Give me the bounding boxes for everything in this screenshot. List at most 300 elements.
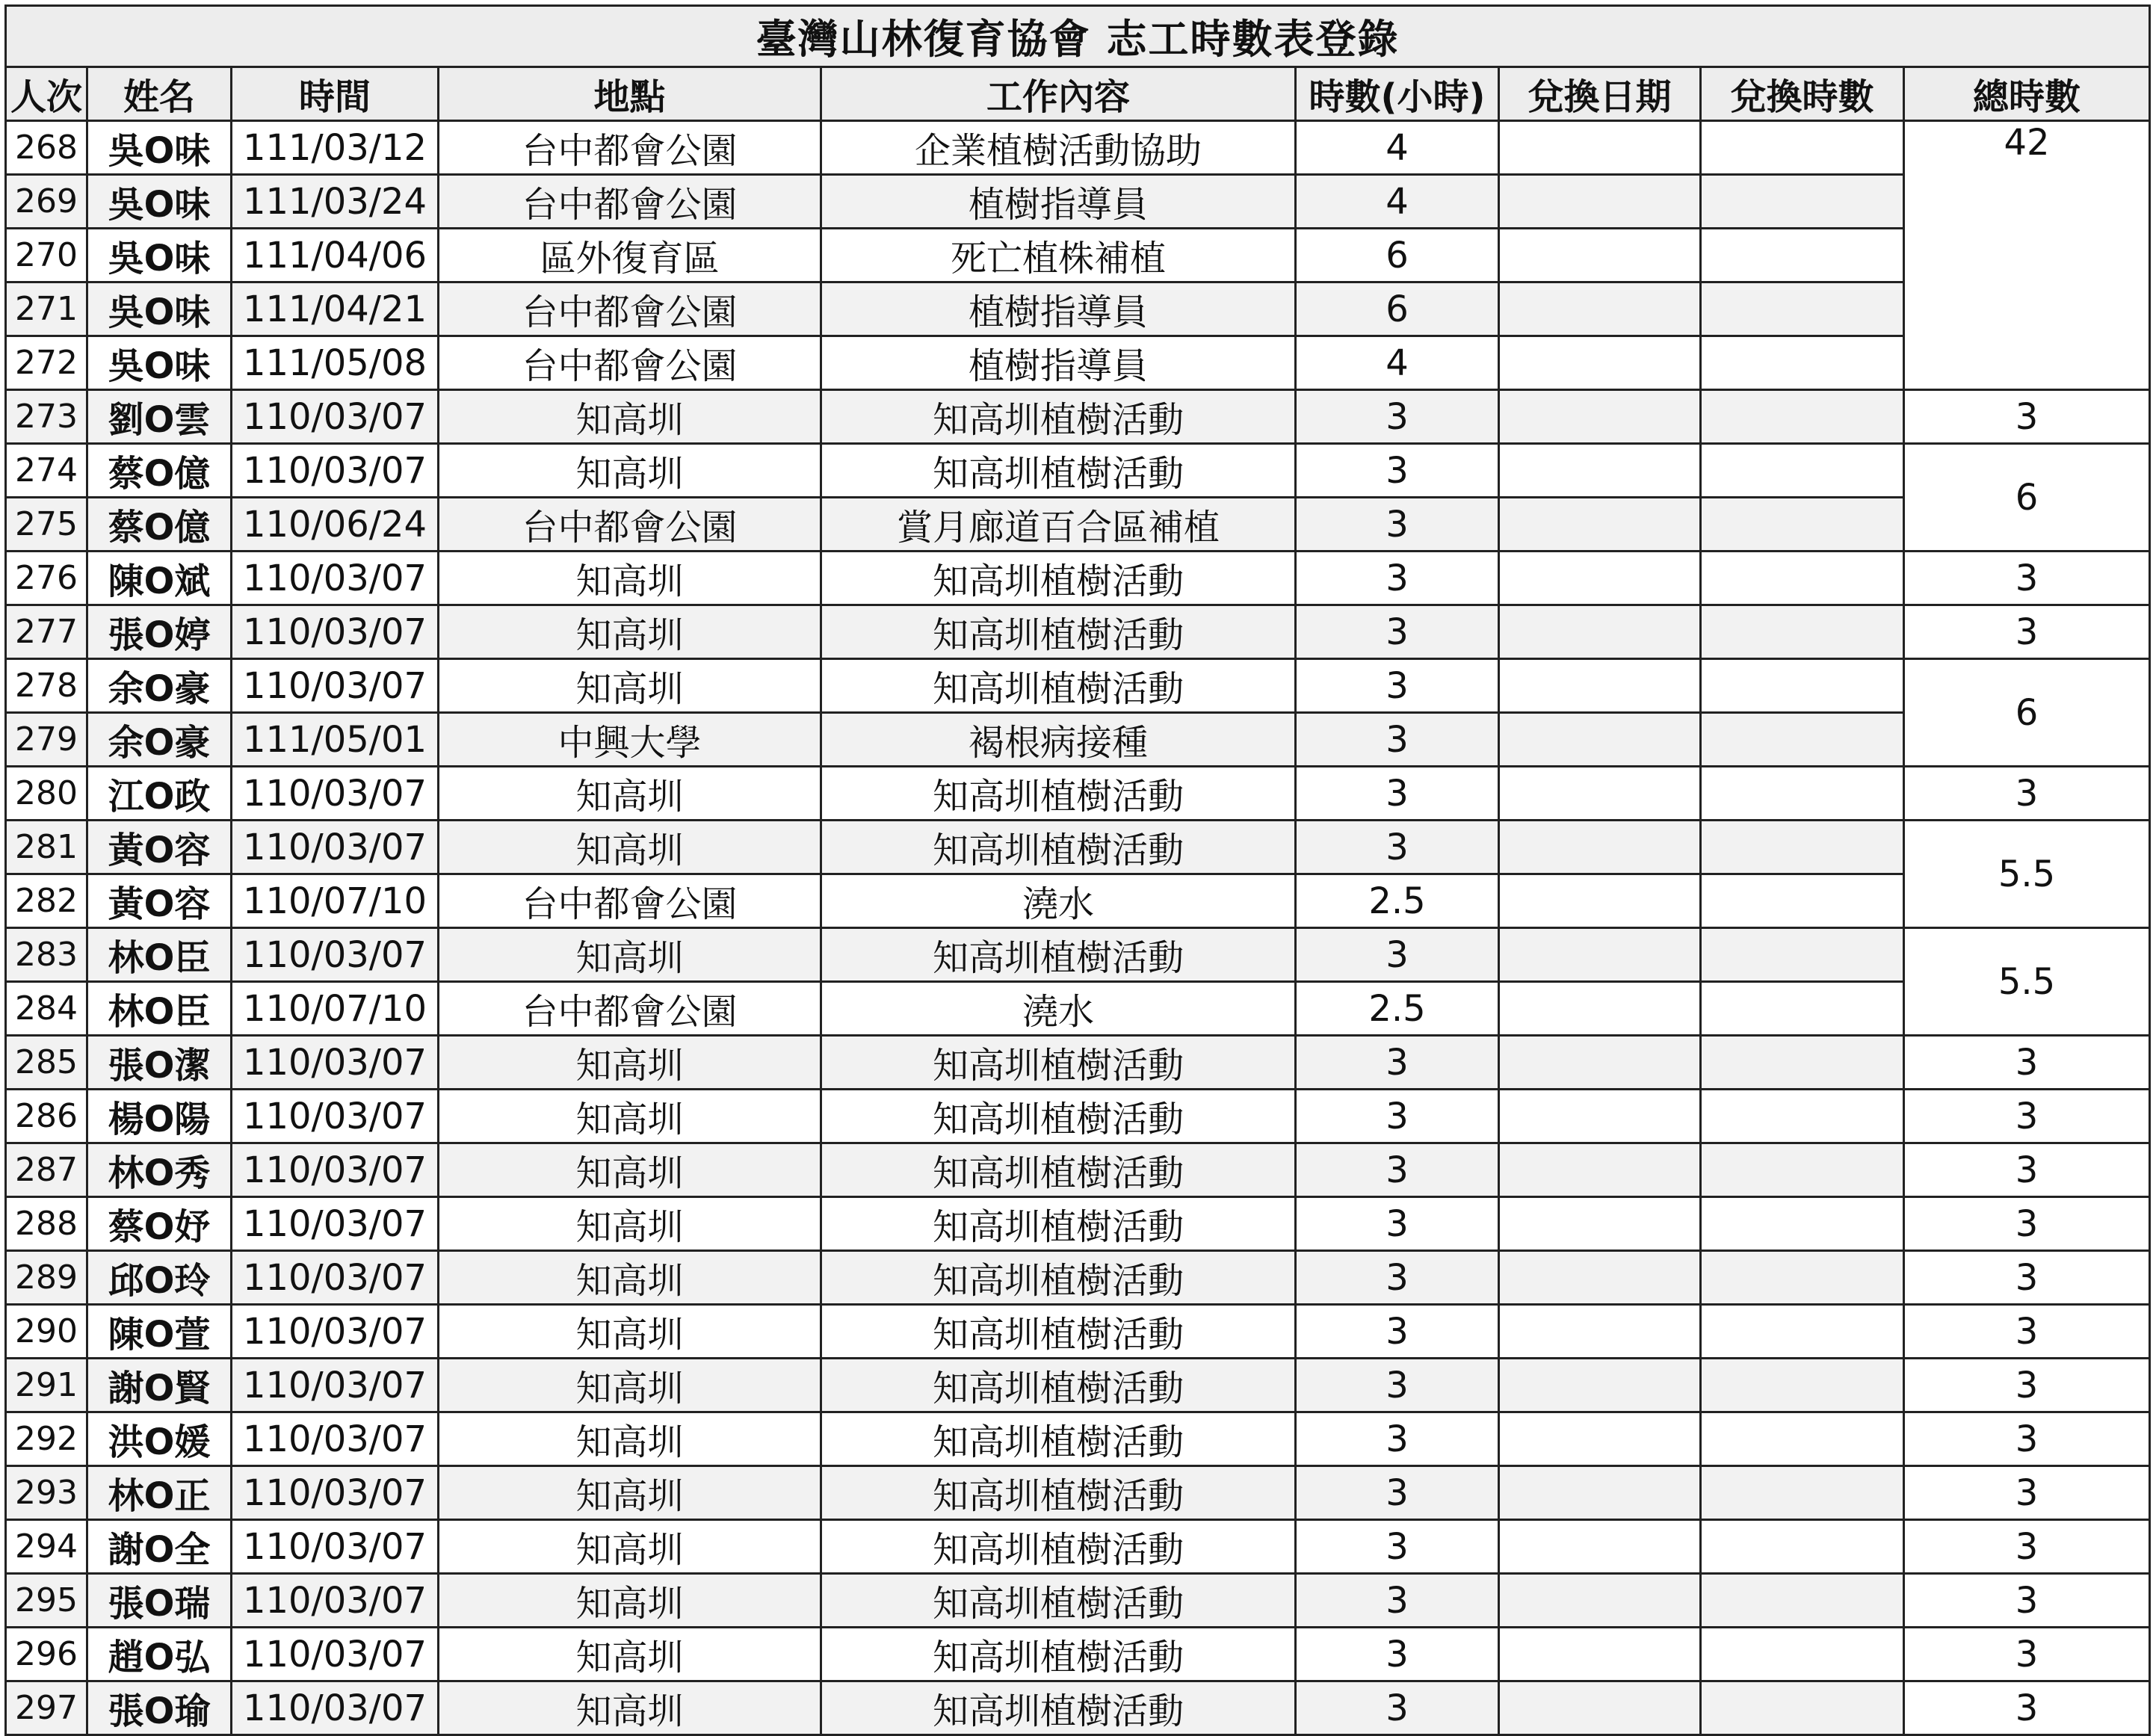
exchange-date xyxy=(1499,282,1701,336)
exchange-hours xyxy=(1701,1359,1904,1412)
exchange-date xyxy=(1499,659,1701,713)
table-row xyxy=(6,1036,2150,1090)
work-content: 知高圳植樹活動 xyxy=(821,1681,1296,1735)
work-hours: 3 xyxy=(1296,498,1499,552)
work-hours: 3 xyxy=(1296,1036,1499,1090)
table-row xyxy=(6,175,2150,229)
total-hours: 3 xyxy=(1904,1466,2150,1520)
table-row xyxy=(6,1197,2150,1251)
work-date: 110/03/07 xyxy=(232,659,439,713)
work-date: 110/03/07 xyxy=(232,1197,439,1251)
exchange-hours xyxy=(1701,659,1904,713)
header-task: 工作內容 xyxy=(821,67,1296,121)
total-hours: 3 xyxy=(1904,1359,2150,1412)
work-content: 知高圳植樹活動 xyxy=(821,1197,1296,1251)
exchange-date xyxy=(1499,1197,1701,1251)
exchange-hours xyxy=(1701,1036,1904,1090)
row-number: 282 xyxy=(6,874,87,928)
exchange-hours xyxy=(1701,1412,1904,1466)
work-hours: 4 xyxy=(1296,336,1499,390)
exchange-date xyxy=(1499,1036,1701,1090)
row-number: 281 xyxy=(6,821,87,874)
work-content: 知高圳植樹活動 xyxy=(821,767,1296,821)
exchange-date xyxy=(1499,1681,1701,1735)
work-date: 110/03/07 xyxy=(232,1090,439,1143)
volunteer-name: 謝O賢 xyxy=(87,1359,232,1412)
header-no: 人次 xyxy=(6,67,87,121)
work-location: 中興大學 xyxy=(439,713,821,767)
exchange-date xyxy=(1499,1466,1701,1520)
header-hours: 時數(小時) xyxy=(1296,67,1499,121)
work-date: 110/03/07 xyxy=(232,605,439,659)
exchange-date xyxy=(1499,1574,1701,1628)
work-hours: 3 xyxy=(1296,1359,1499,1412)
row-number: 284 xyxy=(6,982,87,1036)
table-row xyxy=(6,1251,2150,1305)
total-hours: 3 xyxy=(1904,1520,2150,1574)
work-content: 知高圳植樹活動 xyxy=(821,1520,1296,1574)
header-exchange-date: 兌換日期 xyxy=(1499,67,1701,121)
exchange-date xyxy=(1499,874,1701,928)
table-row xyxy=(6,982,2150,1036)
work-location: 知高圳 xyxy=(439,767,821,821)
header-total: 總時數 xyxy=(1904,67,2150,121)
total-hours: 3 xyxy=(1904,1412,2150,1466)
work-date: 110/03/07 xyxy=(232,821,439,874)
exchange-date xyxy=(1499,982,1701,1036)
exchange-date xyxy=(1499,1359,1701,1412)
total-hours: 3 xyxy=(1904,1305,2150,1359)
work-location: 知高圳 xyxy=(439,1681,821,1735)
work-date: 110/03/07 xyxy=(232,390,439,444)
volunteer-name: 吳O味 xyxy=(87,336,232,390)
total-hours: 3 xyxy=(1904,390,2150,444)
work-content: 知高圳植樹活動 xyxy=(821,1574,1296,1628)
work-hours: 3 xyxy=(1296,605,1499,659)
volunteer-name: 吳O味 xyxy=(87,175,232,229)
table-row xyxy=(6,552,2150,605)
exchange-hours xyxy=(1701,982,1904,1036)
work-content: 知高圳植樹活動 xyxy=(821,1251,1296,1305)
work-location: 知高圳 xyxy=(439,390,821,444)
work-location: 知高圳 xyxy=(439,605,821,659)
volunteer-name: 陳O斌 xyxy=(87,552,232,605)
work-content: 澆水 xyxy=(821,874,1296,928)
exchange-date xyxy=(1499,390,1701,444)
total-hours: 3 xyxy=(1904,1251,2150,1305)
exchange-date xyxy=(1499,1251,1701,1305)
row-number: 278 xyxy=(6,659,87,713)
work-hours: 3 xyxy=(1296,659,1499,713)
exchange-date xyxy=(1499,1412,1701,1466)
work-date: 110/03/07 xyxy=(232,1305,439,1359)
row-number: 276 xyxy=(6,552,87,605)
exchange-hours xyxy=(1701,1520,1904,1574)
work-hours: 2.5 xyxy=(1296,982,1499,1036)
volunteer-name: 黃O容 xyxy=(87,874,232,928)
header-name: 姓名 xyxy=(87,67,232,121)
row-number: 287 xyxy=(6,1143,87,1197)
work-location: 台中都會公園 xyxy=(439,121,821,175)
header-location: 地點 xyxy=(439,67,821,121)
volunteer-name: 黃O容 xyxy=(87,821,232,874)
row-number: 274 xyxy=(6,444,87,498)
work-date: 110/03/07 xyxy=(232,767,439,821)
total-hours: 3 xyxy=(1904,1090,2150,1143)
work-date: 110/03/07 xyxy=(232,1628,439,1681)
work-content: 知高圳植樹活動 xyxy=(821,552,1296,605)
exchange-date xyxy=(1499,1628,1701,1681)
work-content: 知高圳植樹活動 xyxy=(821,821,1296,874)
total-hours: 3 xyxy=(1904,1036,2150,1090)
work-location: 知高圳 xyxy=(439,444,821,498)
work-hours: 3 xyxy=(1296,713,1499,767)
table-row xyxy=(6,713,2150,767)
work-content: 知高圳植樹活動 xyxy=(821,444,1296,498)
work-date: 110/03/07 xyxy=(232,1466,439,1520)
work-hours: 6 xyxy=(1296,282,1499,336)
exchange-hours xyxy=(1701,821,1904,874)
work-location: 知高圳 xyxy=(439,821,821,874)
work-hours: 4 xyxy=(1296,121,1499,175)
work-location: 知高圳 xyxy=(439,1412,821,1466)
work-hours: 3 xyxy=(1296,1412,1499,1466)
volunteer-name: 吳O味 xyxy=(87,282,232,336)
table-row xyxy=(6,282,2150,336)
total-hours: 3 xyxy=(1904,1143,2150,1197)
volunteer-name: 邱O玲 xyxy=(87,1251,232,1305)
exchange-date xyxy=(1499,928,1701,982)
total-hours: 6 xyxy=(1904,659,2150,767)
volunteer-name: 林O臣 xyxy=(87,982,232,1036)
work-date: 110/03/07 xyxy=(232,1681,439,1735)
volunteer-name: 劉O雲 xyxy=(87,390,232,444)
volunteer-name: 林O秀 xyxy=(87,1143,232,1197)
total-hours: 6 xyxy=(1904,444,2150,552)
work-content: 賞月廊道百合區補植 xyxy=(821,498,1296,552)
volunteer-name: 林O正 xyxy=(87,1466,232,1520)
work-content: 知高圳植樹活動 xyxy=(821,605,1296,659)
exchange-date xyxy=(1499,552,1701,605)
exchange-hours xyxy=(1701,229,1904,282)
volunteer-name: 吳O味 xyxy=(87,229,232,282)
table-title: 臺灣山林復育協會 志工時數表登錄 xyxy=(6,6,2150,67)
volunteer-name: 蔡O億 xyxy=(87,444,232,498)
table-row xyxy=(6,121,2150,175)
work-date: 110/06/24 xyxy=(232,498,439,552)
volunteer-name: 江O政 xyxy=(87,767,232,821)
work-content: 知高圳植樹活動 xyxy=(821,659,1296,713)
work-date: 111/05/01 xyxy=(232,713,439,767)
work-hours: 3 xyxy=(1296,821,1499,874)
work-hours: 3 xyxy=(1296,1305,1499,1359)
work-location: 台中都會公園 xyxy=(439,175,821,229)
total-hours: 42 xyxy=(1904,121,2150,390)
exchange-hours xyxy=(1701,713,1904,767)
exchange-hours xyxy=(1701,1305,1904,1359)
exchange-hours xyxy=(1701,121,1904,175)
total-hours: 3 xyxy=(1904,605,2150,659)
work-date: 110/03/07 xyxy=(232,1520,439,1574)
table-row xyxy=(6,1628,2150,1681)
table-row xyxy=(6,229,2150,282)
work-hours: 3 xyxy=(1296,767,1499,821)
work-hours: 3 xyxy=(1296,1681,1499,1735)
work-date: 110/07/10 xyxy=(232,874,439,928)
exchange-date xyxy=(1499,121,1701,175)
work-content: 知高圳植樹活動 xyxy=(821,1036,1296,1090)
work-content: 澆水 xyxy=(821,982,1296,1036)
header-date: 時間 xyxy=(232,67,439,121)
work-location: 知高圳 xyxy=(439,1036,821,1090)
row-number: 292 xyxy=(6,1412,87,1466)
table-row xyxy=(6,1412,2150,1466)
total-hours: 3 xyxy=(1904,767,2150,821)
work-location: 知高圳 xyxy=(439,1305,821,1359)
row-number: 294 xyxy=(6,1520,87,1574)
work-content: 死亡植株補植 xyxy=(821,229,1296,282)
table-row xyxy=(6,1090,2150,1143)
exchange-hours xyxy=(1701,928,1904,982)
work-location: 台中都會公園 xyxy=(439,336,821,390)
volunteer-name: 洪O媛 xyxy=(87,1412,232,1466)
volunteer-name: 蔡O億 xyxy=(87,498,232,552)
row-number: 288 xyxy=(6,1197,87,1251)
total-hours: 3 xyxy=(1904,1628,2150,1681)
row-number: 289 xyxy=(6,1251,87,1305)
volunteer-name: 林O臣 xyxy=(87,928,232,982)
work-content: 知高圳植樹活動 xyxy=(821,390,1296,444)
exchange-date xyxy=(1499,1520,1701,1574)
row-number: 270 xyxy=(6,229,87,282)
row-number: 290 xyxy=(6,1305,87,1359)
work-location: 知高圳 xyxy=(439,1520,821,1574)
work-hours: 3 xyxy=(1296,1251,1499,1305)
work-hours: 3 xyxy=(1296,1197,1499,1251)
work-location: 知高圳 xyxy=(439,1251,821,1305)
exchange-date xyxy=(1499,1305,1701,1359)
exchange-hours xyxy=(1701,767,1904,821)
row-number: 296 xyxy=(6,1628,87,1681)
work-date: 111/03/12 xyxy=(232,121,439,175)
row-number: 268 xyxy=(6,121,87,175)
exchange-hours xyxy=(1701,444,1904,498)
work-content: 知高圳植樹活動 xyxy=(821,1305,1296,1359)
work-location: 知高圳 xyxy=(439,659,821,713)
exchange-date xyxy=(1499,821,1701,874)
work-date: 111/05/08 xyxy=(232,336,439,390)
work-location: 知高圳 xyxy=(439,1090,821,1143)
exchange-hours xyxy=(1701,175,1904,229)
volunteer-name: 蔡O妤 xyxy=(87,1197,232,1251)
table-row xyxy=(6,1305,2150,1359)
exchange-hours xyxy=(1701,552,1904,605)
exchange-hours xyxy=(1701,874,1904,928)
exchange-hours xyxy=(1701,605,1904,659)
exchange-hours xyxy=(1701,1143,1904,1197)
table-row xyxy=(6,767,2150,821)
table-row xyxy=(6,605,2150,659)
work-content: 植樹指導員 xyxy=(821,282,1296,336)
table-row xyxy=(6,821,2150,874)
work-content: 企業植樹活動協助 xyxy=(821,121,1296,175)
volunteer-name: 陳O萱 xyxy=(87,1305,232,1359)
work-content: 植樹指導員 xyxy=(821,175,1296,229)
row-number: 291 xyxy=(6,1359,87,1412)
exchange-date xyxy=(1499,175,1701,229)
total-hours: 3 xyxy=(1904,1681,2150,1735)
header-exchange-hours: 兌換時數 xyxy=(1701,67,1904,121)
table-row xyxy=(6,1520,2150,1574)
work-date: 110/03/07 xyxy=(232,1036,439,1090)
work-hours: 4 xyxy=(1296,175,1499,229)
work-location: 台中都會公園 xyxy=(439,498,821,552)
work-location: 知高圳 xyxy=(439,1197,821,1251)
work-hours: 3 xyxy=(1296,1143,1499,1197)
volunteer-hours-table xyxy=(4,4,2151,1736)
volunteer-name: 吳O味 xyxy=(87,121,232,175)
row-number: 271 xyxy=(6,282,87,336)
row-number: 297 xyxy=(6,1681,87,1735)
work-location: 台中都會公園 xyxy=(439,282,821,336)
row-number: 295 xyxy=(6,1574,87,1628)
work-location: 知高圳 xyxy=(439,1359,821,1412)
table-row xyxy=(6,390,2150,444)
total-hours: 5.5 xyxy=(1904,821,2150,928)
volunteer-name: 謝O全 xyxy=(87,1520,232,1574)
work-location: 區外復育區 xyxy=(439,229,821,282)
work-date: 111/03/24 xyxy=(232,175,439,229)
total-hours: 5.5 xyxy=(1904,928,2150,1036)
work-content: 知高圳植樹活動 xyxy=(821,1628,1296,1681)
work-date: 110/03/07 xyxy=(232,444,439,498)
work-date: 110/03/07 xyxy=(232,1412,439,1466)
work-content: 知高圳植樹活動 xyxy=(821,1359,1296,1412)
table-row xyxy=(6,336,2150,390)
work-content: 知高圳植樹活動 xyxy=(821,1412,1296,1466)
exchange-hours xyxy=(1701,336,1904,390)
work-date: 110/03/07 xyxy=(232,1574,439,1628)
row-number: 277 xyxy=(6,605,87,659)
exchange-hours xyxy=(1701,1628,1904,1681)
table-row xyxy=(6,444,2150,498)
row-number: 272 xyxy=(6,336,87,390)
work-content: 知高圳植樹活動 xyxy=(821,1466,1296,1520)
total-hours: 3 xyxy=(1904,1197,2150,1251)
row-number: 269 xyxy=(6,175,87,229)
exchange-date xyxy=(1499,1090,1701,1143)
table-body xyxy=(6,121,2150,1735)
exchange-hours xyxy=(1701,1574,1904,1628)
exchange-date xyxy=(1499,605,1701,659)
work-location: 台中都會公園 xyxy=(439,982,821,1036)
volunteer-name: 張O瑜 xyxy=(87,1681,232,1735)
work-location: 知高圳 xyxy=(439,1628,821,1681)
exchange-date xyxy=(1499,444,1701,498)
row-number: 285 xyxy=(6,1036,87,1090)
volunteer-name: 余O豪 xyxy=(87,659,232,713)
work-content: 知高圳植樹活動 xyxy=(821,1143,1296,1197)
work-hours: 6 xyxy=(1296,229,1499,282)
work-date: 110/03/07 xyxy=(232,1359,439,1412)
row-number: 283 xyxy=(6,928,87,982)
work-hours: 2.5 xyxy=(1296,874,1499,928)
table-row xyxy=(6,659,2150,713)
exchange-date xyxy=(1499,229,1701,282)
work-location: 知高圳 xyxy=(439,1574,821,1628)
table-row xyxy=(6,1466,2150,1520)
volunteer-name: 張O婷 xyxy=(87,605,232,659)
total-hours: 3 xyxy=(1904,552,2150,605)
table-row xyxy=(6,1359,2150,1412)
exchange-hours xyxy=(1701,498,1904,552)
exchange-date xyxy=(1499,767,1701,821)
work-location: 知高圳 xyxy=(439,552,821,605)
work-date: 111/04/06 xyxy=(232,229,439,282)
work-date: 110/03/07 xyxy=(232,928,439,982)
work-content: 植樹指導員 xyxy=(821,336,1296,390)
work-date: 110/03/07 xyxy=(232,1143,439,1197)
volunteer-name: 楊O陽 xyxy=(87,1090,232,1143)
row-number: 286 xyxy=(6,1090,87,1143)
work-hours: 3 xyxy=(1296,1466,1499,1520)
table-row xyxy=(6,1681,2150,1735)
work-location: 台中都會公園 xyxy=(439,874,821,928)
volunteer-name: 張O潔 xyxy=(87,1036,232,1090)
work-hours: 3 xyxy=(1296,390,1499,444)
exchange-hours xyxy=(1701,1466,1904,1520)
table-row xyxy=(6,1574,2150,1628)
work-hours: 3 xyxy=(1296,444,1499,498)
work-content: 褐根病接種 xyxy=(821,713,1296,767)
exchange-date xyxy=(1499,713,1701,767)
work-content: 知高圳植樹活動 xyxy=(821,928,1296,982)
row-number: 293 xyxy=(6,1466,87,1520)
exchange-hours xyxy=(1701,1197,1904,1251)
volunteer-name: 張O瑞 xyxy=(87,1574,232,1628)
exchange-hours xyxy=(1701,390,1904,444)
table-row xyxy=(6,1143,2150,1197)
volunteer-name: 趙O弘 xyxy=(87,1628,232,1681)
row-number: 275 xyxy=(6,498,87,552)
exchange-hours xyxy=(1701,1681,1904,1735)
exchange-date xyxy=(1499,336,1701,390)
volunteer-name: 余O豪 xyxy=(87,713,232,767)
work-location: 知高圳 xyxy=(439,928,821,982)
row-number: 273 xyxy=(6,390,87,444)
row-number: 280 xyxy=(6,767,87,821)
total-hours: 3 xyxy=(1904,1574,2150,1628)
work-hours: 3 xyxy=(1296,928,1499,982)
exchange-hours xyxy=(1701,1251,1904,1305)
exchange-hours xyxy=(1701,1090,1904,1143)
work-date: 110/07/10 xyxy=(232,982,439,1036)
work-date: 110/03/07 xyxy=(232,552,439,605)
work-content: 知高圳植樹活動 xyxy=(821,1090,1296,1143)
exchange-date xyxy=(1499,498,1701,552)
work-hours: 3 xyxy=(1296,552,1499,605)
work-date: 110/03/07 xyxy=(232,1251,439,1305)
work-date: 111/04/21 xyxy=(232,282,439,336)
work-hours: 3 xyxy=(1296,1628,1499,1681)
work-hours: 3 xyxy=(1296,1574,1499,1628)
row-number: 279 xyxy=(6,713,87,767)
table-row xyxy=(6,874,2150,928)
work-hours: 3 xyxy=(1296,1520,1499,1574)
work-hours: 3 xyxy=(1296,1090,1499,1143)
exchange-hours xyxy=(1701,282,1904,336)
exchange-date xyxy=(1499,1143,1701,1197)
